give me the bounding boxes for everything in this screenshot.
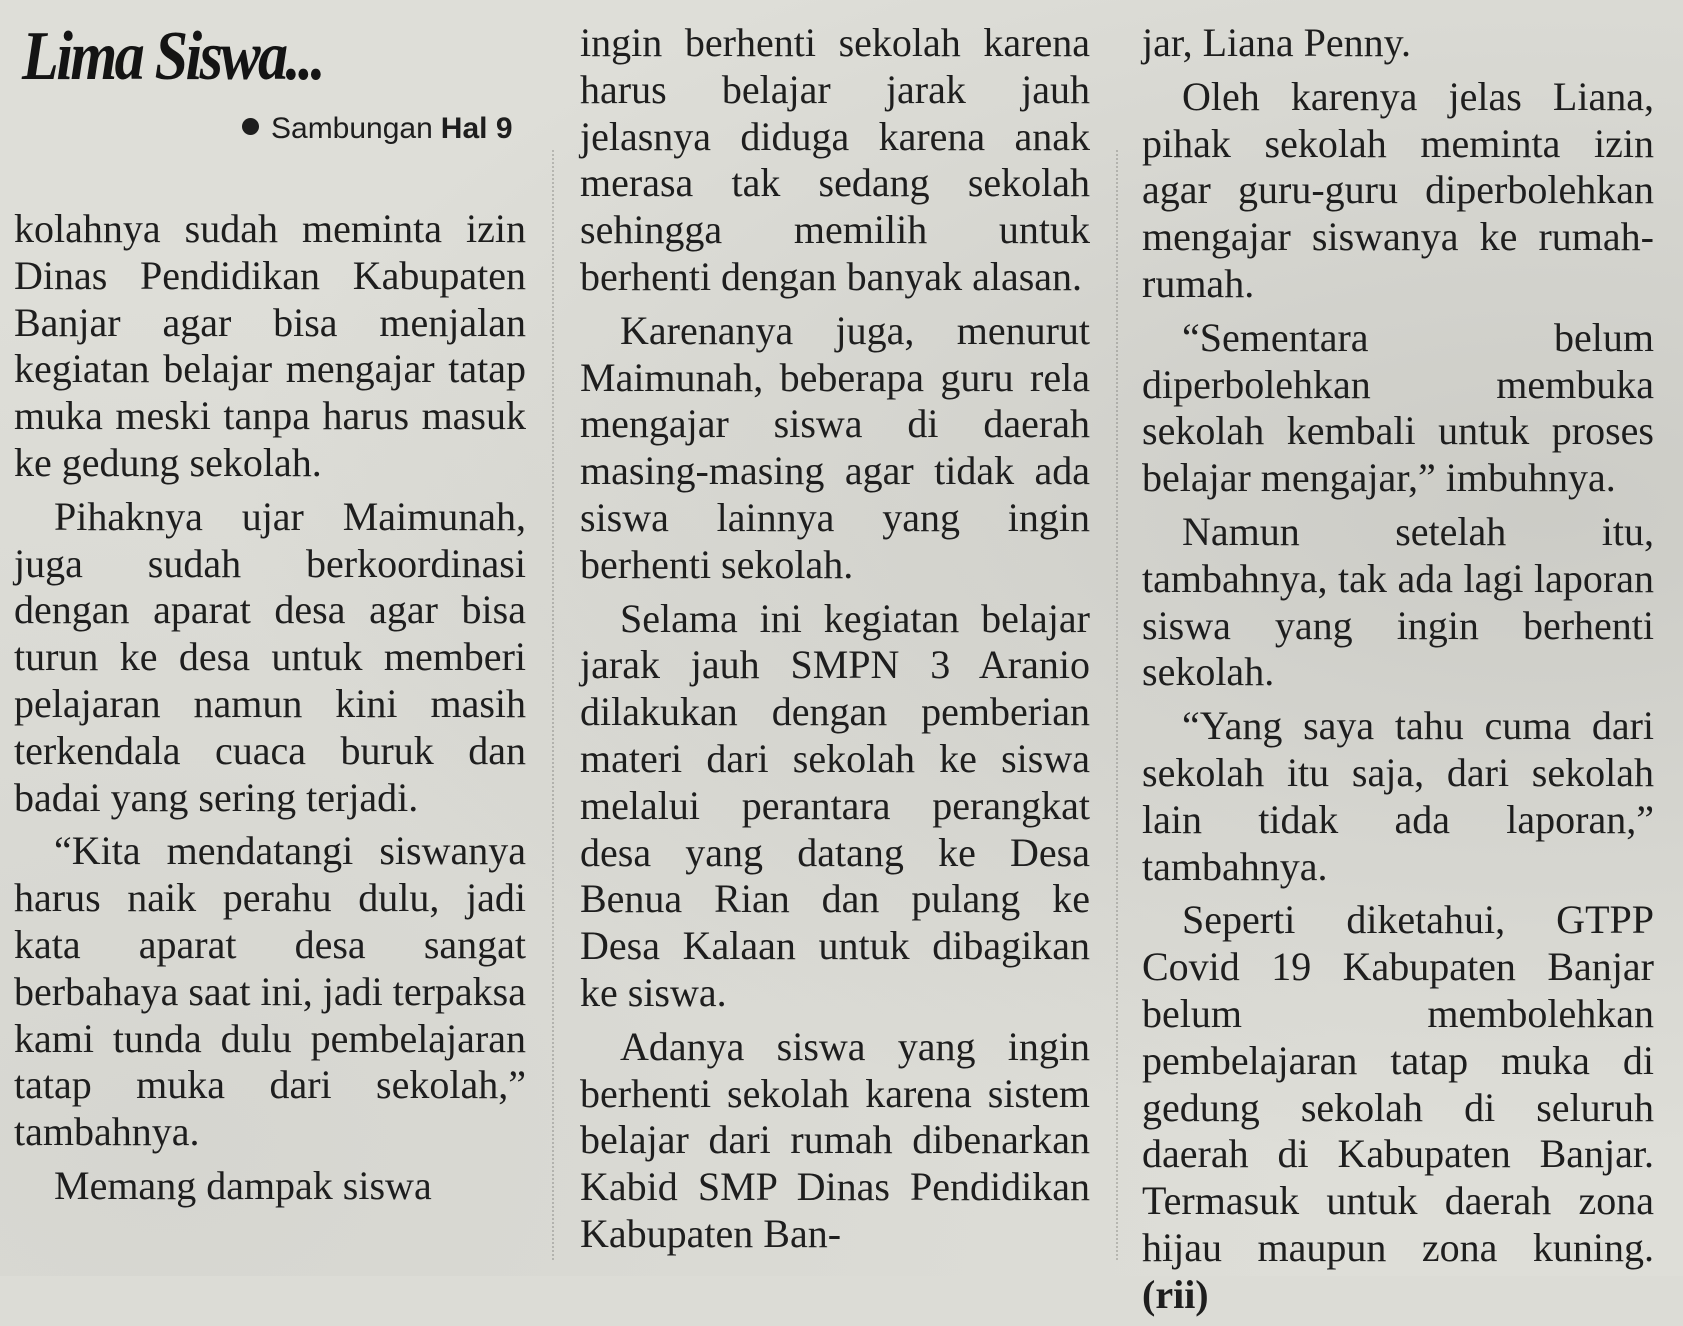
article-paragraph: jar, Liana Penny. bbox=[1142, 20, 1412, 65]
continued-from-label bbox=[242, 112, 513, 146]
author-signoff: (rii) bbox=[1142, 1271, 1209, 1317]
column-divider bbox=[552, 150, 554, 1260]
article-column-2 bbox=[580, 20, 1090, 1265]
article-paragraph-text: Seperti diketahui, GTPP Covid 19 Kabupaten Banjar belum membolehkan pembelajaran tatap muka di gedung sekolah di seluruh daerah di Kabupaten Banjar. Termasuk untuk daerah zona hijau maupun zona kuning. bbox=[1142, 897, 1654, 1270]
article-paragraph: Namun setelah itu, tambahnya, tak ada lagi laporan siswa yang ingin berhenti sekolah. bbox=[1142, 508, 1654, 695]
article-paragraph: Oleh karenya jelas Liana, pihak sekolah meminta izin agar guru-guru diperbolehkan mengajar siswanya ke rumah-rumah. bbox=[1142, 73, 1654, 306]
bullet-dot-icon bbox=[242, 118, 259, 135]
article-paragraph: “Yang saya tahu cuma dari sekolah itu saja, dari sekolah lain tidak ada laporan,” tambahnya. bbox=[1142, 703, 1654, 889]
article-paragraph: ingin berhenti sekolah karena harus belajar jarak jauh jelasnya diduga karena anak merasa tak sedang sekolah sehingga memilih untuk berhenti dengan banyak alasan. bbox=[580, 20, 1090, 299]
article-paragraph: Selama ini kegiatan belajar jarak jauh SMPN 3 Aranio dilakukan dengan pemberian materi dari sekolah ke siswa melalui perantara perangkat desa yang datang ke Desa Benua Rian dan pulang ke Desa Kalaan untuk dibagikan ke siswa. bbox=[580, 595, 1090, 1015]
column-divider bbox=[1116, 150, 1118, 1260]
article-final-paragraph bbox=[1142, 897, 1654, 1318]
article-column-3 bbox=[1142, 20, 1654, 1326]
article-paragraph: “Kita mendatangi siswanya harus naik perahu dulu, jadi kata aparat desa sangat berbahaya saat ini, jadi terpaksa kami tunda dulu pembelajaran tatap muka dari sekolah,” tambahnya. bbox=[14, 828, 526, 1155]
article-headline: Lima Siswa... bbox=[22, 18, 323, 95]
article-paragraph: Karenanya juga, menurut Maimunah, beberapa guru rela mengajar siswa di daerah masing-masing agar tidak ada siswa lainnya yang ingin berhenti sekolah. bbox=[580, 307, 1090, 587]
article-paragraph: Memang dampak siswa bbox=[54, 1162, 432, 1208]
article-paragraph: Pihaknya ujar Maimunah, juga sudah berkoordinasi dengan aparat desa agar bisa turun ke desa untuk memberi pelajaran namun kini masih terkendala cuaca buruk dan badai yang sering terjadi. bbox=[14, 493, 526, 820]
continued-page-ref: Hal 9 bbox=[440, 112, 513, 145]
continued-label: Sambungan bbox=[271, 112, 433, 145]
article-column-1 bbox=[14, 206, 526, 1217]
article-paragraph: kolahnya sudah meminta izin Dinas Pendidikan Kabupaten Banjar agar bisa menjalan kegiatan belajar mengajar tatap muka meski tanpa harus masuk ke gedung sekolah. bbox=[14, 206, 526, 485]
article-paragraph: Adanya siswa yang ingin berhenti sekolah karena sistem belajar dari rumah dibenarkan Kabid SMP Dinas Pendidikan Kabupaten Ban- bbox=[580, 1023, 1090, 1256]
article-paragraph: “Sementara belum diperbolehkan membuka sekolah kembali untuk proses belajar mengajar,” imbuhnya. bbox=[1142, 314, 1654, 501]
